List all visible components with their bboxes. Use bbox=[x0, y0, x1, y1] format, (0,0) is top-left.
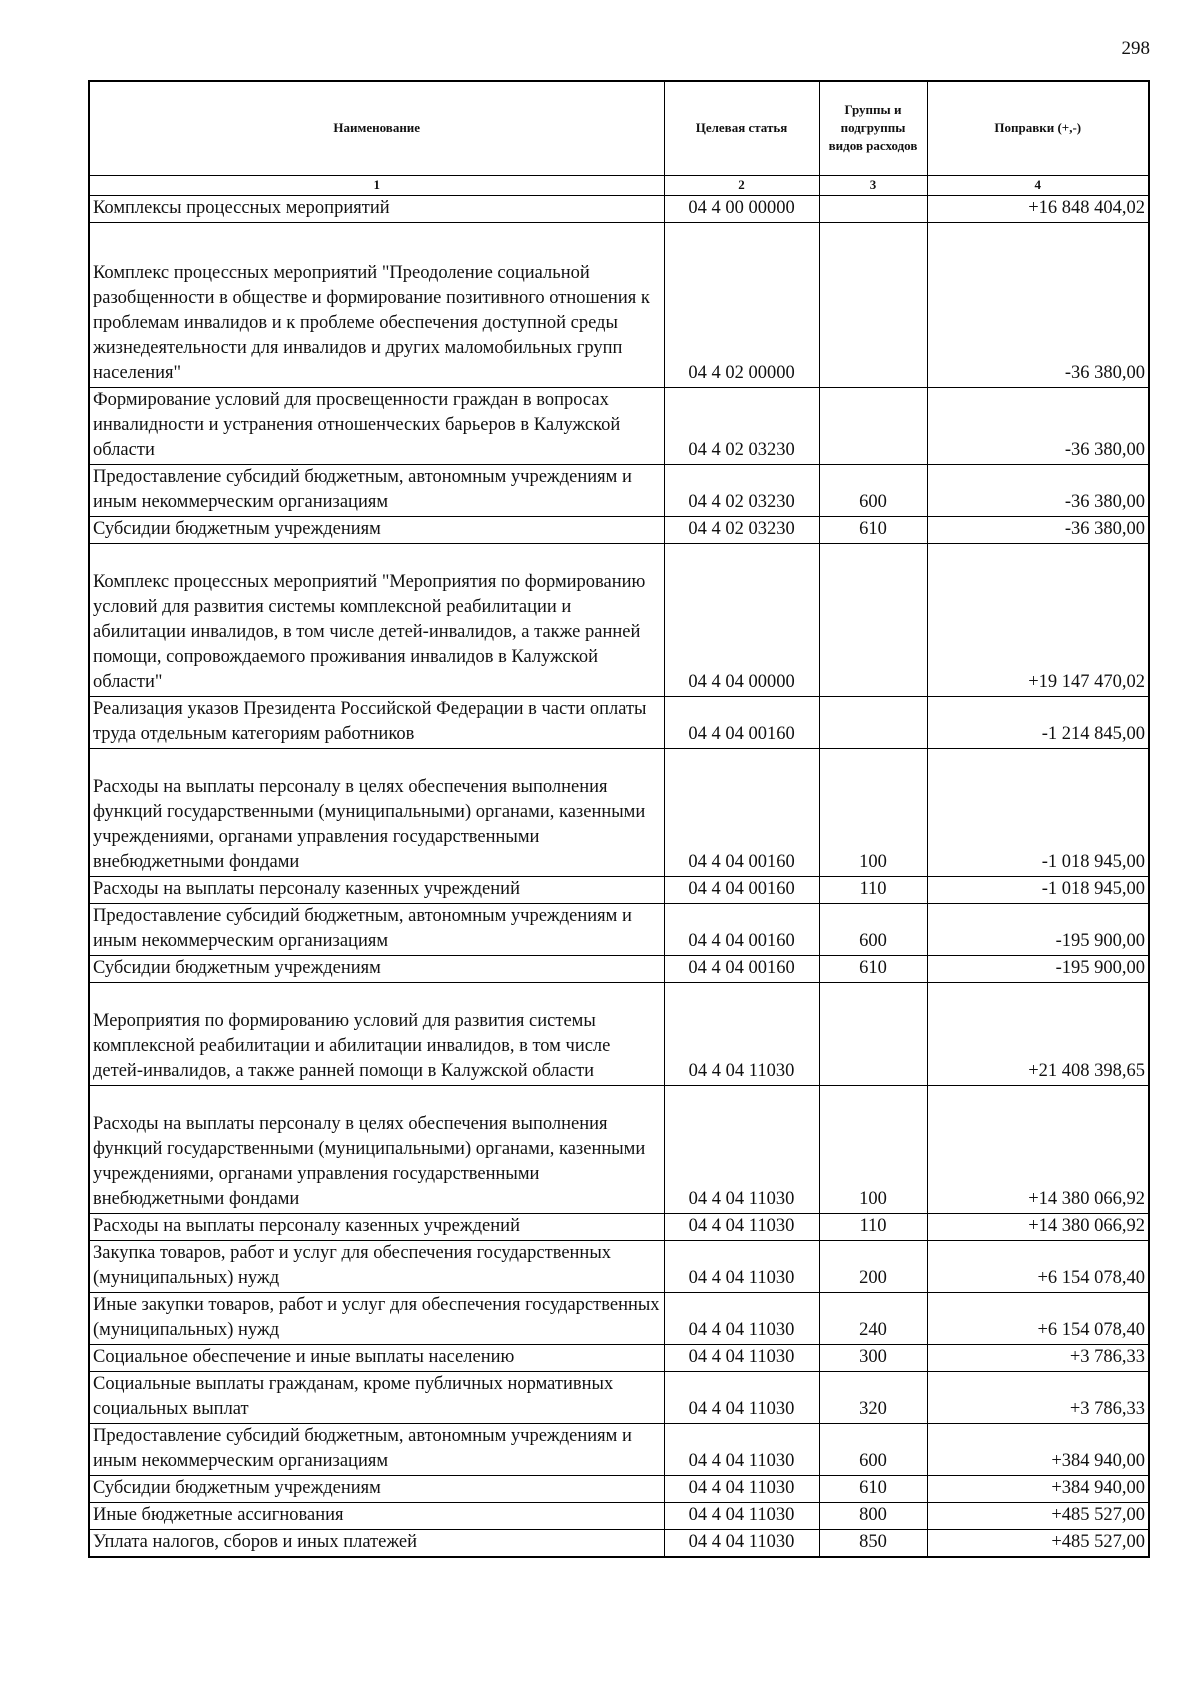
row-group: 610 bbox=[819, 956, 927, 983]
table-row bbox=[89, 196, 1149, 223]
table-row bbox=[89, 1424, 1149, 1476]
row-amount: +21 408 398,65 bbox=[927, 983, 1149, 1086]
row-code: 04 4 04 11030 bbox=[664, 1530, 819, 1558]
row-name: Социальное обеспечение и иные выплаты населению bbox=[89, 1345, 664, 1372]
column-number: 3 bbox=[819, 176, 927, 196]
table-row bbox=[89, 388, 1149, 465]
row-code: 04 4 02 03230 bbox=[664, 517, 819, 544]
row-group bbox=[819, 196, 927, 223]
table-row bbox=[89, 544, 1149, 697]
row-amount: +14 380 066,92 bbox=[927, 1214, 1149, 1241]
row-amount: +3 786,33 bbox=[927, 1345, 1149, 1372]
row-amount: +485 527,00 bbox=[927, 1503, 1149, 1530]
row-code: 04 4 04 11030 bbox=[664, 1424, 819, 1476]
budget-table bbox=[88, 80, 1150, 1558]
row-name: Уплата налогов, сборов и иных платежей bbox=[89, 1530, 664, 1558]
row-group: 600 bbox=[819, 904, 927, 956]
row-amount: +19 147 470,02 bbox=[927, 544, 1149, 697]
row-code: 04 4 04 00160 bbox=[664, 749, 819, 877]
row-group: 800 bbox=[819, 1503, 927, 1530]
row-amount: +3 786,33 bbox=[927, 1372, 1149, 1424]
row-name: Субсидии бюджетным учреждениям bbox=[89, 1476, 664, 1503]
row-group: 610 bbox=[819, 517, 927, 544]
table-row bbox=[89, 1345, 1149, 1372]
row-amount: -36 380,00 bbox=[927, 517, 1149, 544]
row-code: 04 4 02 00000 bbox=[664, 223, 819, 388]
header-name: Наименование bbox=[89, 81, 664, 176]
row-amount: +6 154 078,40 bbox=[927, 1241, 1149, 1293]
table-row bbox=[89, 749, 1149, 877]
row-code: 04 4 04 11030 bbox=[664, 1293, 819, 1345]
column-number: 1 bbox=[89, 176, 664, 196]
row-name: Реализация указов Президента Российской Федерации в части оплаты труда отдельным категориям работников bbox=[89, 697, 664, 749]
row-group bbox=[819, 388, 927, 465]
row-name: Субсидии бюджетным учреждениям bbox=[89, 956, 664, 983]
row-name: Предоставление субсидий бюджетным, автономным учреждениям и иным некоммерческим организациям bbox=[89, 465, 664, 517]
row-name: Комплекс процессных мероприятий "Мероприятия по формированию условий для развития системы комплексной реабилитации и абилитации инвалидов, в том числе детей-инвалидов, а также ранней помощи, сопровождаемого проживания инвалидов в Калужской области" bbox=[89, 544, 664, 697]
row-amount: +485 527,00 bbox=[927, 1530, 1149, 1558]
row-name: Расходы на выплаты персоналу казенных учреждений bbox=[89, 877, 664, 904]
table-row bbox=[89, 1086, 1149, 1214]
row-code: 04 4 04 11030 bbox=[664, 1503, 819, 1530]
table-row bbox=[89, 223, 1149, 388]
table-row bbox=[89, 1530, 1149, 1558]
row-code: 04 4 04 00000 bbox=[664, 544, 819, 697]
table-row bbox=[89, 465, 1149, 517]
row-amount: -36 380,00 bbox=[927, 388, 1149, 465]
table-row bbox=[89, 1293, 1149, 1345]
row-code: 04 4 04 11030 bbox=[664, 1241, 819, 1293]
table-row bbox=[89, 983, 1149, 1086]
row-name: Расходы на выплаты персоналу казенных учреждений bbox=[89, 1214, 664, 1241]
row-amount: -36 380,00 bbox=[927, 223, 1149, 388]
row-name: Расходы на выплаты персоналу в целях обеспечения выполнения функций государственными (муниципальными) органами, казенными учреждениями, органами управления государственными внебюджетными фондами bbox=[89, 749, 664, 877]
row-name: Расходы на выплаты персоналу в целях обеспечения выполнения функций государственными (муниципальными) органами, казенными учреждениями, органами управления государственными внебюджетными фондами bbox=[89, 1086, 664, 1214]
row-group: 100 bbox=[819, 1086, 927, 1214]
row-amount: -1 214 845,00 bbox=[927, 697, 1149, 749]
row-group: 200 bbox=[819, 1241, 927, 1293]
row-group bbox=[819, 544, 927, 697]
row-name: Предоставление субсидий бюджетным, автономным учреждениям и иным некоммерческим организациям bbox=[89, 1424, 664, 1476]
row-name: Иные бюджетные ассигнования bbox=[89, 1503, 664, 1530]
row-code: 04 4 04 11030 bbox=[664, 1476, 819, 1503]
row-code: 04 4 02 03230 bbox=[664, 465, 819, 517]
table-row bbox=[89, 1372, 1149, 1424]
column-number: 2 bbox=[664, 176, 819, 196]
row-group: 320 bbox=[819, 1372, 927, 1424]
row-name: Мероприятия по формированию условий для развития системы комплексной реабилитации и абилитации инвалидов, в том числе детей-инвалидов, а также ранней помощи в Калужской области bbox=[89, 983, 664, 1086]
row-group: 240 bbox=[819, 1293, 927, 1345]
row-amount: +14 380 066,92 bbox=[927, 1086, 1149, 1214]
row-group: 850 bbox=[819, 1530, 927, 1558]
row-amount: +384 940,00 bbox=[927, 1476, 1149, 1503]
header-group: Группы и подгруппы видов расходов bbox=[819, 81, 927, 176]
row-code: 04 4 04 00160 bbox=[664, 956, 819, 983]
row-code: 04 4 04 11030 bbox=[664, 1345, 819, 1372]
table-row bbox=[89, 517, 1149, 544]
row-code: 04 4 04 11030 bbox=[664, 983, 819, 1086]
row-name: Комплекс процессных мероприятий "Преодоление социальной разобщенности в обществе и формирование позитивного отношения к проблемам инвалидов и к проблеме обеспечения доступной среды жизнедеятельности для инвалидов и других маломобильных групп населения" bbox=[89, 223, 664, 388]
table-row bbox=[89, 697, 1149, 749]
row-group bbox=[819, 983, 927, 1086]
table-row bbox=[89, 956, 1149, 983]
column-number: 4 bbox=[927, 176, 1149, 196]
row-code: 04 4 00 00000 bbox=[664, 196, 819, 223]
header-code: Целевая статья bbox=[664, 81, 819, 176]
row-amount: -1 018 945,00 bbox=[927, 749, 1149, 877]
row-group: 110 bbox=[819, 877, 927, 904]
row-group bbox=[819, 697, 927, 749]
row-name: Социальные выплаты гражданам, кроме публичных нормативных социальных выплат bbox=[89, 1372, 664, 1424]
row-name: Иные закупки товаров, работ и услуг для обеспечения государственных (муниципальных) нужд bbox=[89, 1293, 664, 1345]
row-amount: -1 018 945,00 bbox=[927, 877, 1149, 904]
table-row bbox=[89, 1503, 1149, 1530]
row-amount: +384 940,00 bbox=[927, 1424, 1149, 1476]
table-row bbox=[89, 1214, 1149, 1241]
row-group bbox=[819, 223, 927, 388]
row-amount: +16 848 404,02 bbox=[927, 196, 1149, 223]
row-code: 04 4 04 00160 bbox=[664, 697, 819, 749]
row-amount: -195 900,00 bbox=[927, 956, 1149, 983]
header-amount: Поправки (+,-) bbox=[927, 81, 1149, 176]
row-name: Формирование условий для просвещенности граждан в вопросах инвалидности и устранения отношенческих барьеров в Калужской области bbox=[89, 388, 664, 465]
row-group: 110 bbox=[819, 1214, 927, 1241]
row-code: 04 4 04 11030 bbox=[664, 1214, 819, 1241]
row-group: 600 bbox=[819, 465, 927, 517]
row-name: Закупка товаров, работ и услуг для обеспечения государственных (муниципальных) нужд bbox=[89, 1241, 664, 1293]
column-number-row bbox=[89, 176, 1149, 196]
row-amount: -36 380,00 bbox=[927, 465, 1149, 517]
row-name: Субсидии бюджетным учреждениям bbox=[89, 517, 664, 544]
row-name: Предоставление субсидий бюджетным, автономным учреждениям и иным некоммерческим организациям bbox=[89, 904, 664, 956]
row-code: 04 4 04 00160 bbox=[664, 877, 819, 904]
table-row bbox=[89, 904, 1149, 956]
row-group: 610 bbox=[819, 1476, 927, 1503]
row-amount: -195 900,00 bbox=[927, 904, 1149, 956]
page-number: 298 bbox=[1121, 38, 1150, 59]
row-name: Комплексы процессных мероприятий bbox=[89, 196, 664, 223]
row-code: 04 4 04 11030 bbox=[664, 1086, 819, 1214]
table-row bbox=[89, 1241, 1149, 1293]
row-group: 600 bbox=[819, 1424, 927, 1476]
header-row bbox=[89, 81, 1149, 176]
row-code: 04 4 02 03230 bbox=[664, 388, 819, 465]
row-code: 04 4 04 11030 bbox=[664, 1372, 819, 1424]
row-group: 300 bbox=[819, 1345, 927, 1372]
row-amount: +6 154 078,40 bbox=[927, 1293, 1149, 1345]
table-row bbox=[89, 877, 1149, 904]
row-code: 04 4 04 00160 bbox=[664, 904, 819, 956]
table-row bbox=[89, 1476, 1149, 1503]
row-group: 100 bbox=[819, 749, 927, 877]
